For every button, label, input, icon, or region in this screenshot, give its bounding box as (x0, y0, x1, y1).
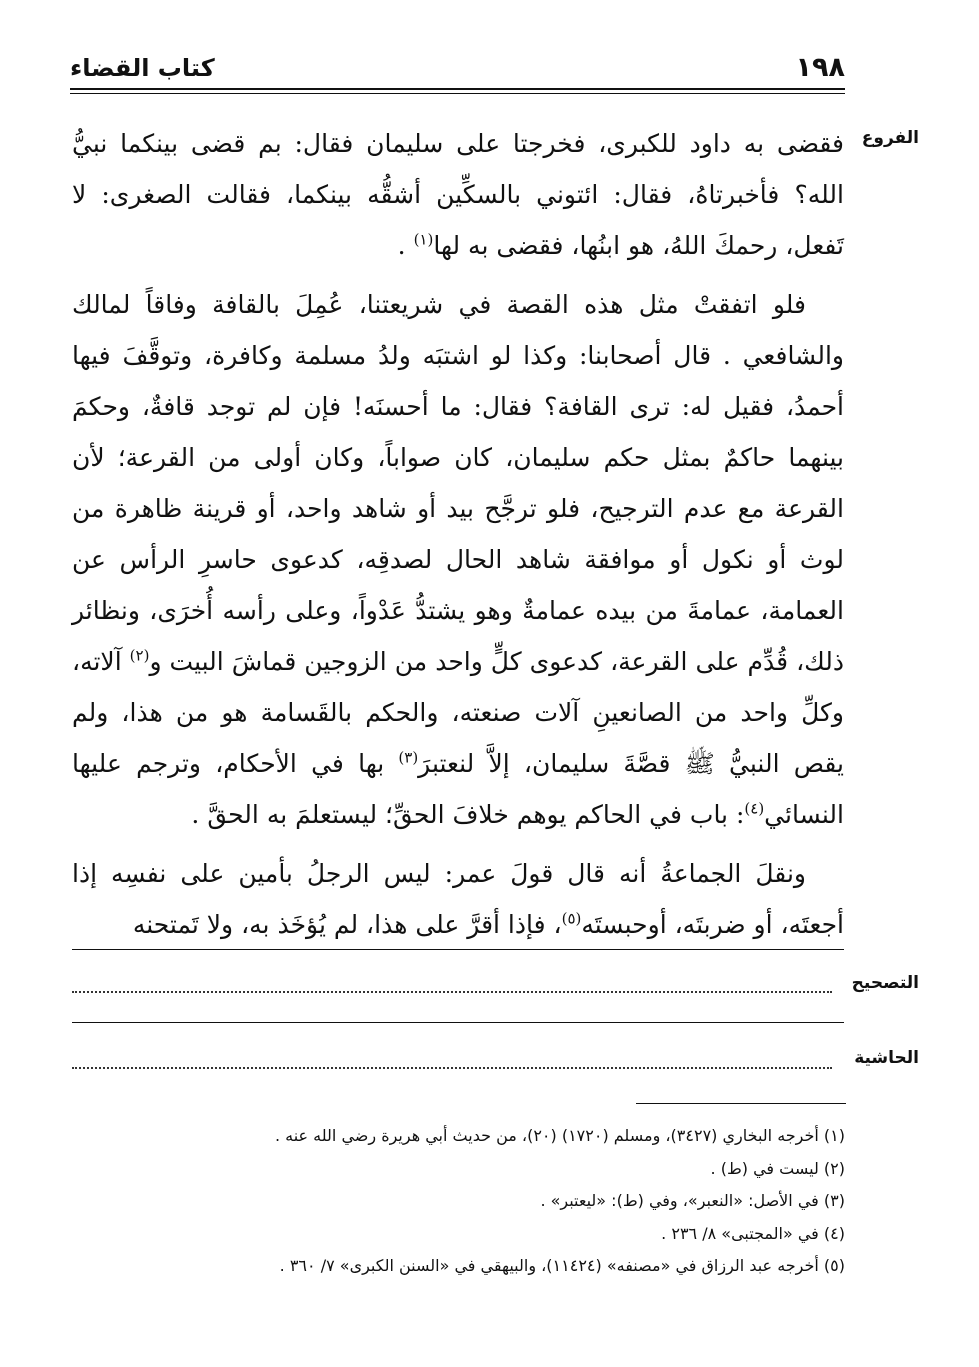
paragraph-text: آلاته، وكلِّ واحد من الصانعينِ آلات صنعته، والحكم بالقَسامة هو من هذا، ولم يقص النبيُّ ﷺ قصَّةَ سليمان، إلاَّ لنعتبرَ (72, 647, 844, 778)
paragraph-text: بها في الأحكام، وترجم عليها النسائي (72, 749, 844, 829)
paragraph-text: ونقلَ الجماعةُ أنه قال قولَ عمر: ليس الرجلُ بأمين على نفسِه إذا أجعتَه، أو ضربتَه، أوحبستَه (72, 859, 844, 939)
margin-note-label: الحاشية (854, 1048, 919, 1068)
footnote: (٤) في «المجتبى» ٨/ ٢٣٦ . (661, 1223, 845, 1243)
footnote-divider (636, 1103, 846, 1104)
paragraph-text: فقضى به داود للكبرى، فخرجتا على سليمان فقال: بم قضى بينكما نبيُّ الله؟ فأخبرتاهُ، فقال: ائتوني بالسكِّين أشقُّه بينكما، فقالت الصغرى: لا تَفعل، رحمكَ اللهُ، هو ابنُها، فقضى به لها (72, 129, 844, 260)
footnote: (١) أخرجه البخاري (٣٤٢٧)، ومسلم (١٧٢٠) (٢٠)، من حديث أبي هريرة رضي الله عنه . (274, 1126, 845, 1145)
correction-field[interactable] (72, 991, 832, 995)
footnote: (٣) في الأصل: «النعبر»، وفي (ط): «ليعتبر» . (540, 1191, 845, 1210)
paragraph (72, 118, 844, 271)
page-number: ١٩٨ (795, 52, 845, 83)
footnotes (200, 1120, 845, 1283)
paragraph-text: فلو اتفقتْ مثل هذه القصة في شريعتنا، عُمِلَ بالقافة وفاقاً لمالك والشافعي . قال أصحابنا: وكذا لو اشتبَه ولدُ مسلمة وكافرة، وتوقَّفَ فيها أحمدُ، فقيل له: ترى القافة؟ فقال: ما أحسنَه! فإن لم توجد قافةٌ، وحكمَ بينهما حاكمٌ بمثل حكم سليمان، كان صواباً، وكان أولى من القرعة؛ لأن القرعة مع عدم الترجيح، فلو ترجَّح بيد أو شاهد واحد، أو قرينة ظاهرة من لوث أو نكول أو موافقة شاهد الحال لصدقِه، كدعوى حاسرِ الرأس عن العمامة، عمامةَ من بيده عمامةٌ وهو يشتدُّ عَدْواً، وعلى رأسه أُخرَى، ونظائر ذلك، قُدِّم على القرعة، كدعوى كلٍّ واحد من الزوجين قماشَ البيت و (72, 290, 844, 676)
paragraph-text: . (397, 231, 414, 260)
paragraph-text: : باب في الحاكم يوهم خلافَ الحقِّ؛ ليستعلمَ به الحقَّ . (191, 800, 745, 829)
field-rule-top (72, 949, 844, 950)
footnote: (٢) ليست في (ط) . (710, 1158, 845, 1178)
correction-label: التصحيح (851, 973, 919, 993)
margin-tag: الفروع (861, 128, 919, 148)
paragraph (72, 279, 844, 840)
header-rule-thin (70, 93, 845, 94)
running-title: كتاب القضاء (70, 54, 215, 82)
field-rule-middle (72, 1022, 844, 1023)
footnote: (٥) أخرجه عبد الرزاق في «مصنفه» (١١٤٢٤)، والبيهقي في «السنن الكبرى» ٧/ ٣٦٠ . (279, 1256, 845, 1275)
paragraph (72, 848, 844, 950)
footnote-reference: (٤) (744, 799, 765, 818)
running-header (70, 52, 845, 88)
footnote-reference: (٢) (129, 646, 150, 665)
header-rule (70, 88, 845, 90)
footnote-reference: (١) (413, 230, 434, 249)
margin-note-field[interactable] (72, 1067, 832, 1071)
paragraph-text: ، فإذا أقرَّ على هذا، لم يُؤخَذ به، ولا تَمتحنه (132, 910, 562, 939)
main-text (72, 118, 844, 958)
footnote-reference: (٣) (398, 748, 419, 767)
footnote-reference: (٥) (561, 909, 582, 928)
